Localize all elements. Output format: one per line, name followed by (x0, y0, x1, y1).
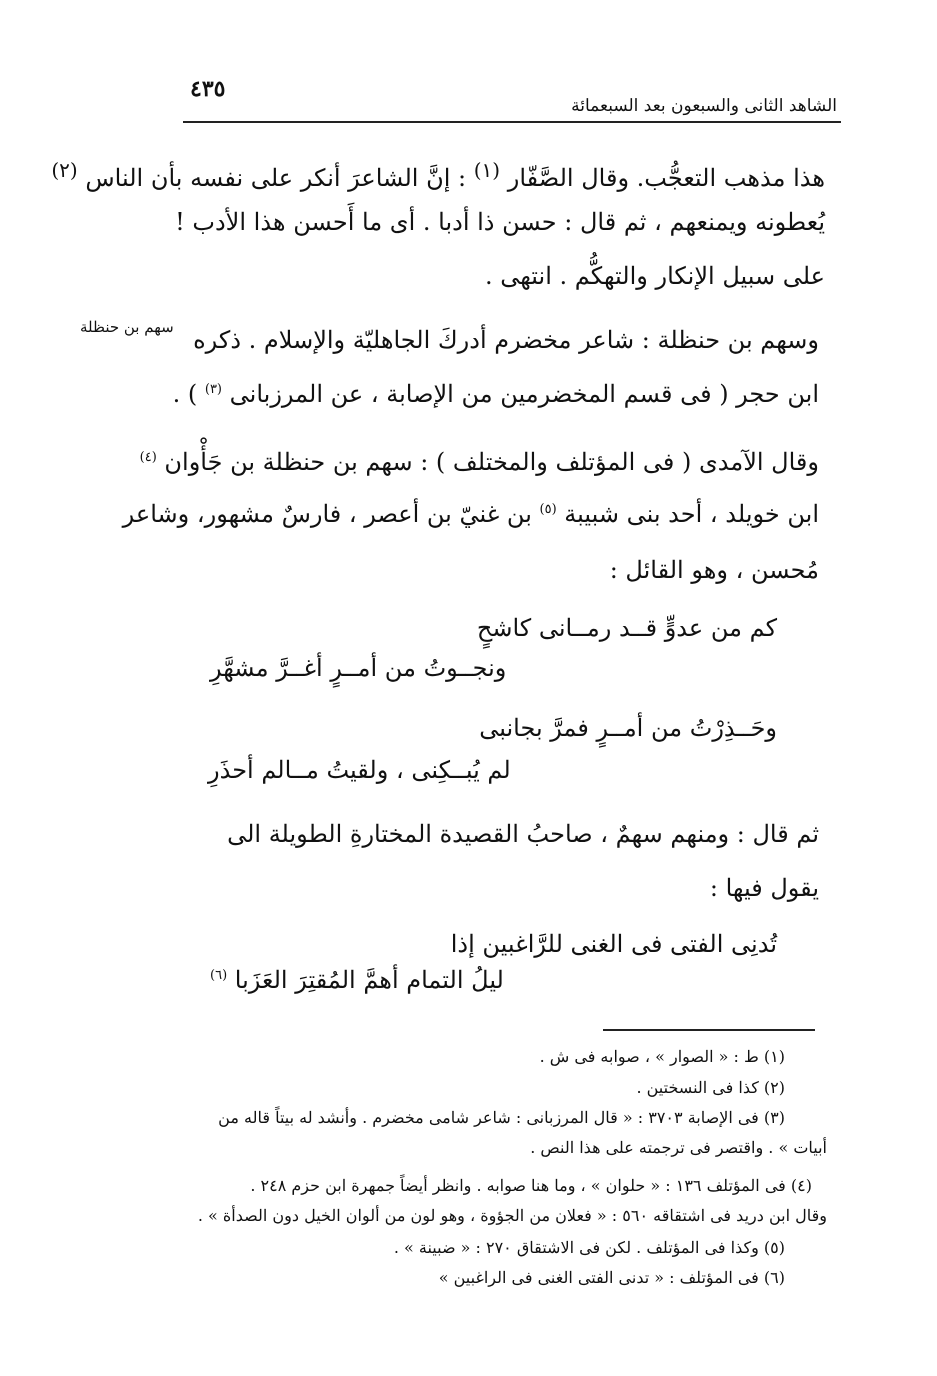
footnote-4: (٤) فى المؤتلف ١٣٦ : « حلوان » ، وما هنا صوابه . وانظر أيضاً جمهرة ابن حزم ٢٤٨ . (250, 1176, 812, 1195)
paragraph2-line2 (159, 380, 819, 408)
footnote-2: (٢) كذا فى النسختين . (636, 1078, 785, 1097)
paragraph1-line1 (51, 158, 825, 192)
margin-note: سهم بن حنظلة (80, 318, 174, 336)
verse2-hemistich-1: تُدنِى الفتى فى الغنى للرَّاغبين إذا (450, 930, 777, 958)
paragraph4-line2: يقول فيها : (709, 874, 819, 902)
footnote-6: (٦) فى المؤتلف : « تدنى الفتى الغنى فى الراغبين » (438, 1268, 785, 1287)
paragraph3-line2 (122, 500, 819, 528)
verse2-hemistich-2-wrap (210, 966, 504, 994)
footnote-ref-2: (٢) (51, 158, 78, 182)
footnote-1: (١) ط : « الصوار » ، صوابه فى ش . (539, 1047, 785, 1066)
footnote-ref-4: (٤) (139, 450, 157, 465)
paragraph3-line1 (139, 448, 819, 476)
paragraph2-line1: وسهم بن حنظلة : شاعر مخضرم أدركَ الجاهليّة والإسلام . ذكره (193, 326, 819, 354)
p2-text: ابن حجر ( فى قسم المخضرمين من الإصابة ، عن المرزبانى (229, 380, 819, 408)
verse2-hemistich-2: ليلُ التمام أهمَّ المُقتِرَ العَزَبا (234, 966, 504, 994)
footnote-3: (٣) فى الإصابة ٣٧٠٣ : « قال المرزبانى : شاعر شامى مخضرم . وأنشد له بيتاً قاله من (218, 1108, 785, 1127)
footnote-ref-5: (٥) (539, 502, 557, 517)
p1-text-a: هذا مذهب التعجُّب. وقال الصَّفّار (507, 164, 825, 192)
p2-end: ) . (172, 380, 198, 408)
footnote-rule (603, 1029, 815, 1031)
p3-text-b: بن غنيّ بن أعصر ، فارسٌ مشهور، وشاعر (122, 500, 532, 528)
footnote-ref-3: (٣) (204, 382, 222, 397)
p1-text-b: : إنَّ الشاعرَ أنكر على نفسه بأن الناس (85, 164, 467, 192)
p3-text-a: ابن خويلد ، أحد بنى شبيبة (564, 500, 819, 528)
verse-line-4: لم يُبــكِنى ، ولقيتُ مــالم أحذَرِ (208, 756, 511, 784)
header-rule (183, 121, 841, 123)
paragraph4-line1: ثم قال : ومنهم سهمٌ ، صاحبُ القصيدة المختارةِ الطويلة الى (227, 820, 819, 848)
running-title: الشاهد الثانى والسبعون بعد السبعمائة (571, 96, 837, 116)
paragraph1-line2: يُعطونه ويمنعهم ، ثم قال : حسن ذا أدبا . أى ما أَحسن هذا الأدب ! (175, 208, 825, 236)
verse-line-3: وحَــذِرْتُ من أمــرٍ فمرَّ بجانبى (479, 714, 777, 742)
paragraph1-line3: على سبيل الإنكار والتهكُّم . انتهى . (484, 262, 825, 290)
verse-line-2: ونجــوتُ من أمــرٍ أغــرَّ مشهَّرِ (210, 654, 507, 682)
paragraph3-line3: مُحسن ، وهو القائل : (609, 556, 819, 584)
p3-text: وقال الآمدى ( فى المؤتلف والمختلف ) : سهم بن حنظلة بن جَأْوان (164, 448, 819, 476)
footnote-ref-1: (١) (473, 158, 501, 182)
verse-line-1: كم من عدوٍّ قــد رمــانى كاشحٍ (476, 614, 777, 642)
footnote-ref-6: (٦) (210, 968, 228, 983)
footnote-4-cont: وقال ابن دريد فى اشتقاقه ٥٦٠ : « فعلان من الجؤوة ، وهو لون من ألوان الخيل دون الصدأة » . (197, 1206, 827, 1225)
footnote-3-cont: أبيات » . واقتصر فى ترجمته على هذا النص . (530, 1138, 827, 1157)
footnote-5: (٥) وكذا فى المؤتلف . لكن فى الاشتقاق ٢٧٠ : « ضبينة » . (393, 1238, 785, 1257)
page-number: ٤٣٥ (190, 76, 226, 102)
